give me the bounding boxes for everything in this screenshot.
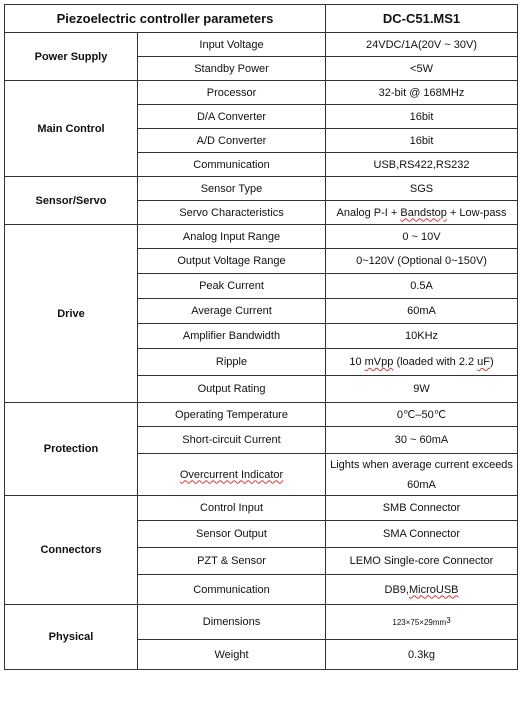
param-label: Input Voltage [138, 33, 326, 57]
param-value [326, 454, 518, 496]
param-label: Analog Input Range [138, 225, 326, 249]
param-label: Control Input [138, 496, 326, 521]
param-label: Operating Temperature [138, 403, 326, 427]
dimensions-text: 123×75×29mm [392, 618, 447, 627]
param-value: 24VDC/1A(20V ~ 30V) [326, 33, 518, 57]
param-label: Sensor Output [138, 521, 326, 548]
param-label: Amplifier Bandwidth [138, 324, 326, 349]
param-label: Short-circuit Current [138, 427, 326, 454]
value-line: 60mA [407, 478, 436, 491]
param-label: Servo Characteristics [138, 201, 326, 225]
param-value: SMA Connector [326, 521, 518, 548]
group-sensor-servo: Sensor/Servo [5, 177, 138, 225]
param-label: Sensor Type [138, 177, 326, 201]
param-value [326, 349, 518, 376]
param-label: A/D Converter [138, 129, 326, 153]
table-row [5, 403, 518, 427]
table-title: Piezoelectric controller parameters [5, 5, 326, 33]
param-value [326, 605, 518, 640]
param-value: 60mA [326, 299, 518, 324]
param-value: 0℃–50℃ [326, 403, 518, 427]
model-name: DC-C51.MS1 [326, 5, 518, 33]
param-value: 16bit [326, 129, 518, 153]
value-part: 10 [349, 356, 365, 368]
param-label: D/A Converter [138, 105, 326, 129]
superscript: 3 [446, 616, 451, 625]
param-label: Average Current [138, 299, 326, 324]
param-value: 32-bit @ 168MHz [326, 81, 518, 105]
param-value: 0.3kg [326, 640, 518, 670]
value-part: Analog P-I + [336, 206, 401, 219]
param-value: 30 ~ 60mA [326, 427, 518, 454]
param-value: LEMO Single-core Connector [326, 548, 518, 575]
param-label: Ripple [138, 349, 326, 376]
param-label: Weight [138, 640, 326, 670]
table-row [5, 605, 518, 640]
param-value: USB,RS422,RS232 [326, 153, 518, 177]
param-label: Dimensions [138, 605, 326, 640]
table-row [5, 81, 518, 105]
param-value: <5W [326, 57, 518, 81]
value-part: DB9, [384, 583, 409, 596]
spec-table [4, 4, 518, 670]
group-power-supply: Power Supply [5, 33, 138, 81]
param-value: 16bit [326, 105, 518, 129]
spellcheck-word: Bandstop [400, 206, 447, 219]
group-connectors: Connectors [5, 496, 138, 605]
param-value: 10KHz [326, 324, 518, 349]
spellcheck-word: mVpp [364, 356, 394, 368]
param-label [138, 454, 326, 496]
param-label: Peak Current [138, 274, 326, 299]
param-value [326, 201, 518, 225]
param-value: SMB Connector [326, 496, 518, 521]
param-label: Processor [138, 81, 326, 105]
group-protection: Protection [5, 403, 138, 496]
value-part: (loaded with 2.2 [393, 356, 478, 368]
group-drive: Drive [5, 225, 138, 403]
spellcheck-word: MicroUSB [408, 583, 459, 596]
table-header-row [5, 5, 518, 33]
table-row [5, 177, 518, 201]
group-main-control: Main Control [5, 81, 138, 177]
table-row [5, 33, 518, 57]
param-value: 0 ~ 10V [326, 225, 518, 249]
value-line: Lights when average current exceeds [330, 458, 513, 471]
value-part: ) [490, 356, 494, 368]
param-label: Output Voltage Range [138, 249, 326, 274]
value-part: + Low-pass [446, 206, 507, 219]
param-label: Output Rating [138, 376, 326, 403]
param-value: SGS [326, 177, 518, 201]
param-label: Communication [138, 575, 326, 605]
param-label: Standby Power [138, 57, 326, 81]
param-label: Communication [138, 153, 326, 177]
param-value: 0.5A [326, 274, 518, 299]
table-row [5, 225, 518, 249]
table-row [5, 496, 518, 521]
group-physical: Physical [5, 605, 138, 670]
param-value [326, 575, 518, 605]
param-value: 9W [326, 376, 518, 403]
param-value: 0~120V (Optional 0~150V) [326, 249, 518, 274]
param-label: PZT & Sensor [138, 548, 326, 575]
spellcheck-word: Overcurrent Indicator [179, 468, 284, 481]
spellcheck-word: uF [477, 356, 491, 368]
